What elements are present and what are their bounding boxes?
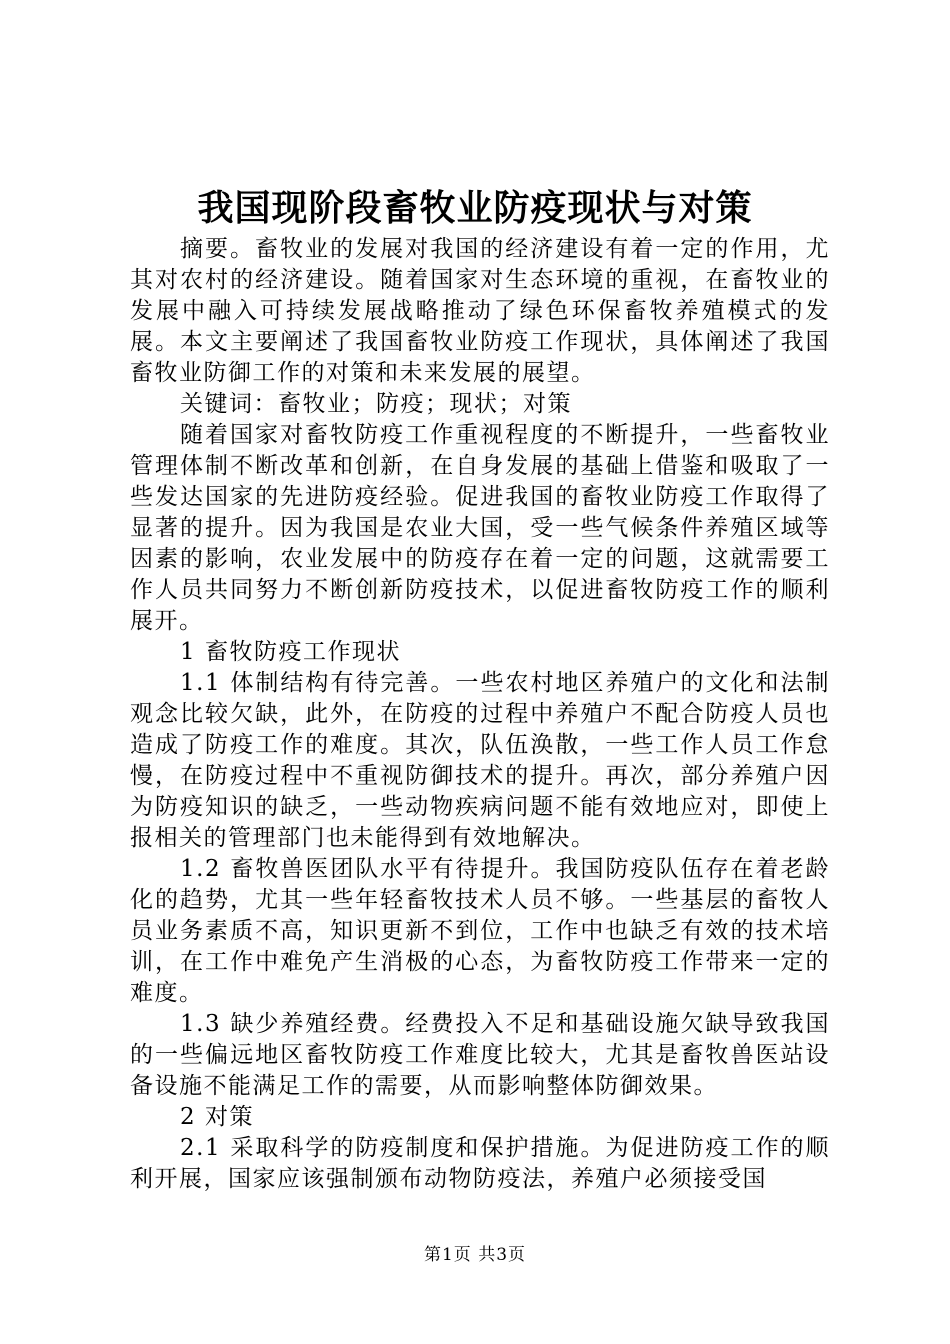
section-1-3-paragraph: 1.3 缺少养殖经费。经费投入不足和基础设施欠缺导致我国的一些偏远地区畜牧防疫工作难度比较大，尤其是畜牧兽医站设备设施不能满足工作的需要，从而影响整体防御效果。 — [130, 1011, 830, 1099]
intro-paragraph: 随着国家对畜牧防疫工作重视程度的不断提升，一些畜牧业管理体制不断改革和创新，在自身发展的基础上借鉴和吸取了一些发达国家的先进防疫经验。促进我国的畜牧业防疫工作取得了显著的提升。因为我国是农业大国，受一些气候条件养殖区域等因素的影响，农业发展中的防疫存在着一定的问题，这就需要工作人员共同努力不断创新防疫技术，以促进畜牧防疫工作的顺利展开。 — [130, 422, 830, 634]
abstract-paragraph: 摘要。畜牧业的发展对我国的经济建设有着一定的作用，尤其对农村的经济建设。随着国家对生态环境的重视，在畜牧业的发展中融入可持续发展战略推动了绿色环保畜牧养殖模式的发展。本文主要阐述了我国畜牧业防疫工作现状，具体阐述了我国畜牧业防御工作的对策和未来发展的展望。 — [130, 236, 830, 386]
section-1-2-paragraph: 1.2 畜牧兽医团队水平有待提升。我国防疫队伍存在着老龄化的趋势，尤其一些年轻畜牧技术人员不够。一些基层的畜牧人员业务素质不高，知识更新不到位，工作中也缺乏有效的技术培训，在工作中难免产生消极的心态，为畜牧防疫工作带来一定的难度。 — [130, 856, 830, 1006]
section-heading-2: 2 对策 — [180, 1104, 254, 1130]
document-title: 我国现阶段畜牧业防疫现状与对策 — [197, 187, 753, 229]
keywords-line: 关键词：畜牧业；防疫；现状；对策 — [180, 391, 572, 417]
document-body — [130, 234, 830, 1195]
section-1-1-paragraph: 1.1 体制结构有待完善。一些农村地区养殖户的文化和法制观念比较欠缺，此外，在防疫的过程中养殖户不配合防疫人员也造成了防疫工作的难度。其次，队伍涣散，一些工作人员工作怠慢，在防疫过程中不重视防御技术的提升。再次，部分养殖户因为防疫知识的缺乏，一些动物疾病问题不能有效地应对，即使上报相关的管理部门也未能得到有效地解决。 — [130, 670, 830, 851]
section-heading-1: 1 畜牧防疫工作现状 — [180, 639, 401, 665]
page-number-footer: 第1页 共3页 — [423, 1245, 527, 1265]
section-2-1-paragraph: 2.1 采取科学的防疫制度和保护措施。为促进防疫工作的顺利开展，国家应该强制颁布动物防疫法，养殖户必须接受国 — [130, 1135, 830, 1192]
